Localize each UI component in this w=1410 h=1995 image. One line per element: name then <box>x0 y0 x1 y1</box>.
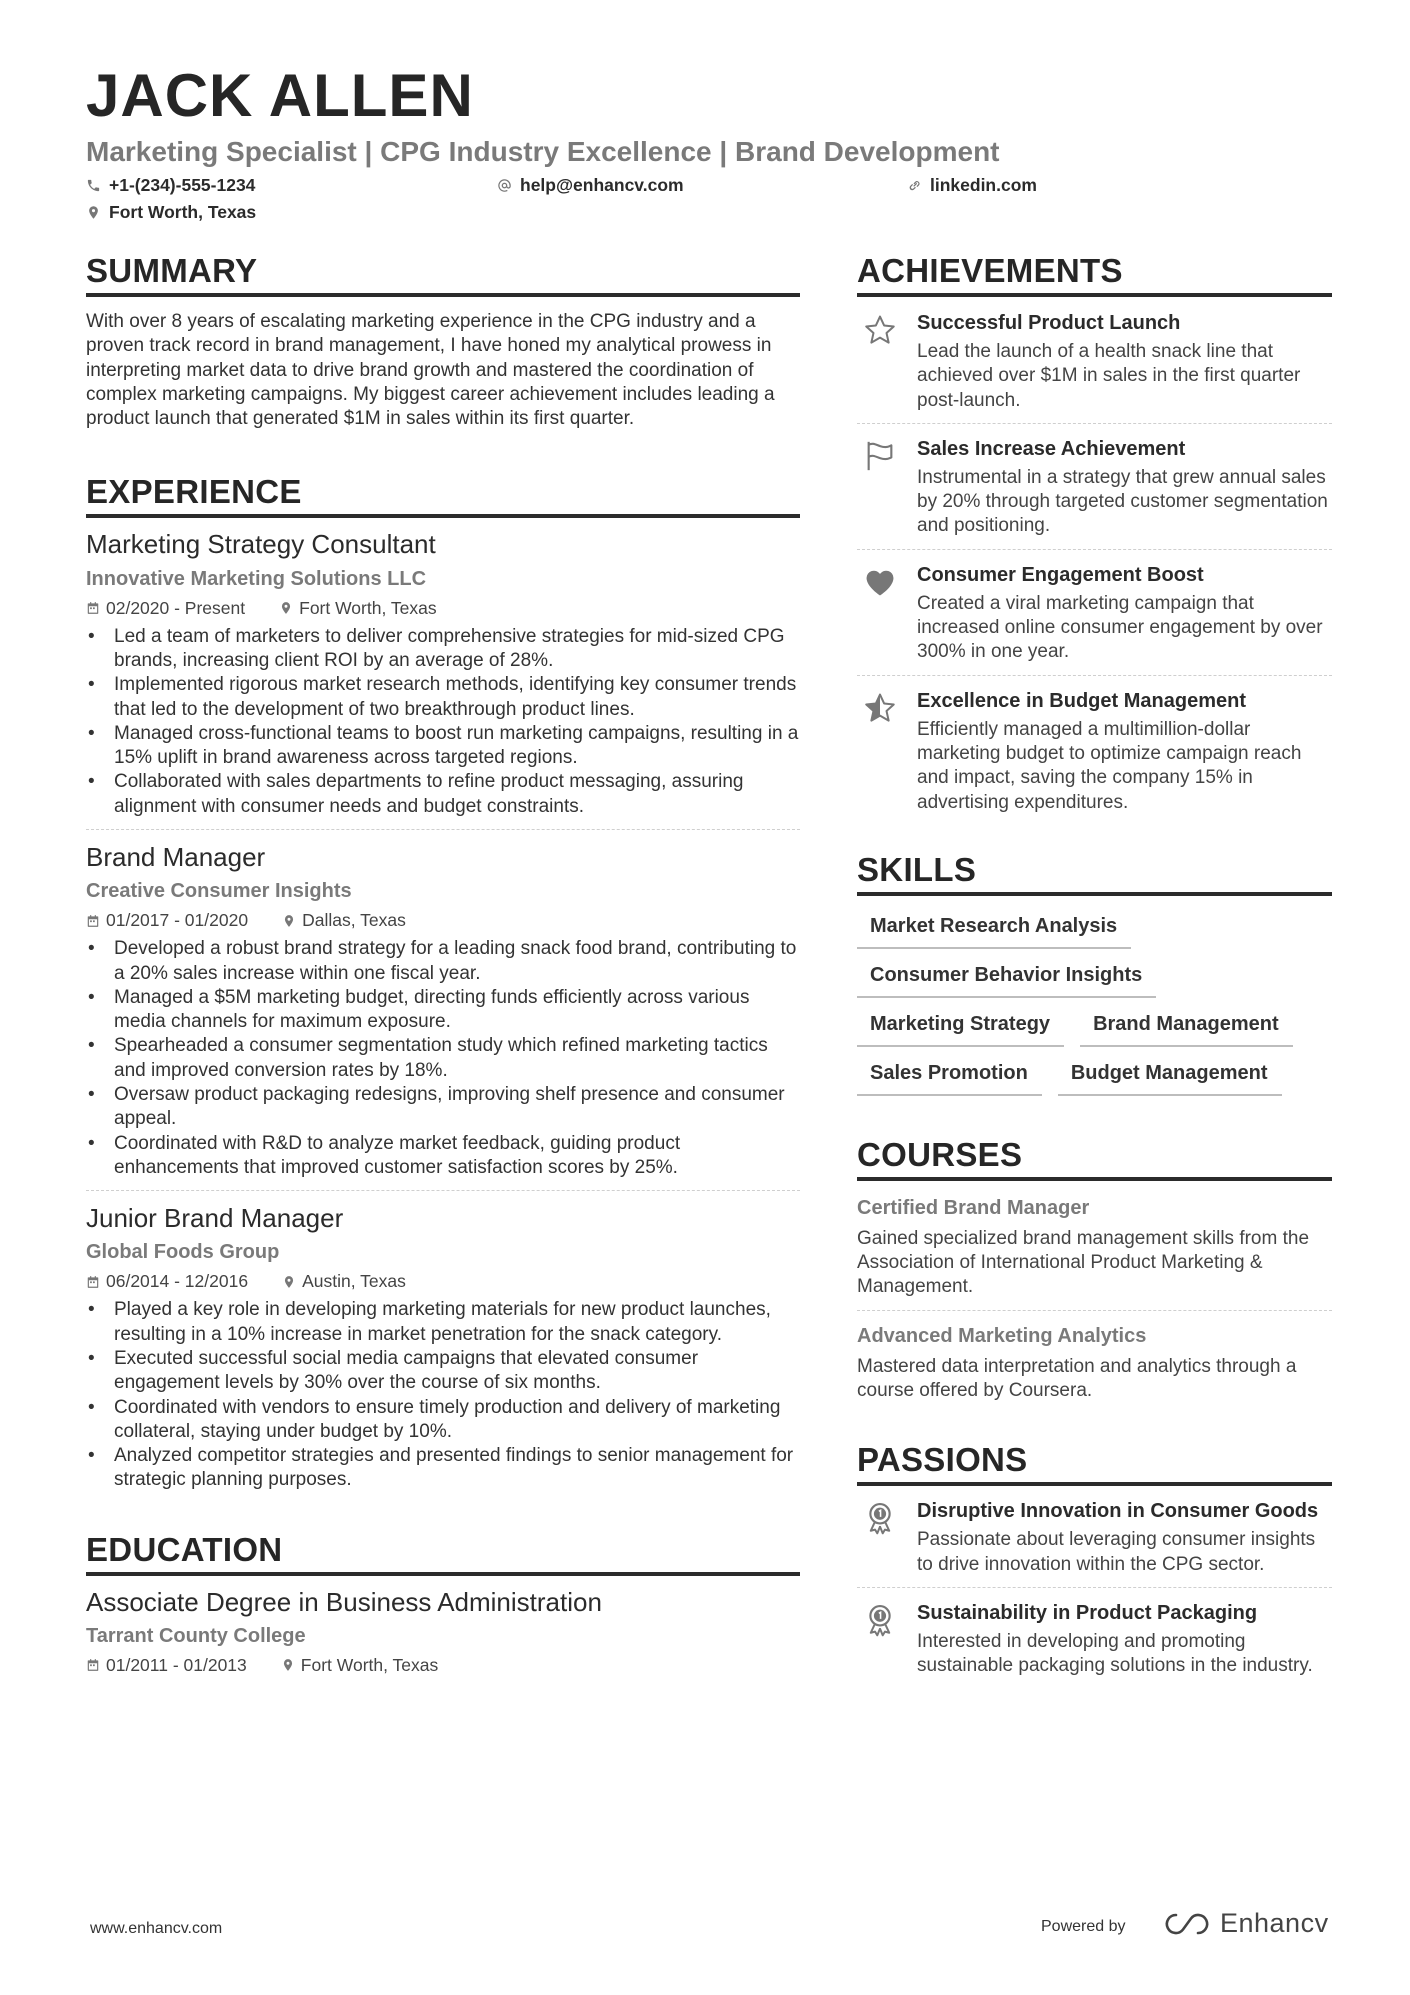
passion-title: Disruptive Innovation in Consumer Goods <box>917 1500 1319 1523</box>
company-name: Creative Consumer Insights <box>86 880 352 903</box>
phone-icon <box>86 178 101 193</box>
education-entry <box>86 1587 800 1676</box>
right-column <box>857 254 1332 1679</box>
job-bullets <box>86 937 800 1180</box>
skill-tag: Market Research Analysis <box>857 914 1131 949</box>
link-icon <box>907 178 922 193</box>
course-desc: Mastered data interpretation and analytics through a course offered by Coursera. <box>857 1355 1297 1402</box>
course-title: Certified Brand Manager <box>857 1196 1090 1219</box>
skill-tag: Budget Management <box>1058 1061 1282 1096</box>
courses-heading: COURSES <box>857 1138 1332 1181</box>
skills-heading: SKILLS <box>857 853 1332 896</box>
star-half-icon <box>863 691 897 725</box>
enhancv-logo-text: Enhancv <box>1220 1908 1329 1938</box>
contact-phone[interactable] <box>86 175 255 196</box>
achievement-title: Sales Increase Achievement <box>917 437 1186 460</box>
location-pin-icon <box>282 914 296 928</box>
experience-entry <box>86 529 800 819</box>
skill-tag: Sales Promotion <box>857 1061 1042 1096</box>
company-name: Global Foods Group <box>86 1241 280 1264</box>
star-outline-icon <box>863 313 897 347</box>
job-bullet: • Led a team of marketers to deliver comprehensive strategies for mid-sized CPG brands, increasing client ROI by an average of 28%. <box>86 625 800 674</box>
achievement-item <box>857 310 1332 413</box>
job-title: Junior Brand Manager <box>86 1203 344 1234</box>
skill-tag: Brand Management <box>1080 1012 1293 1047</box>
job-bullet: • Played a key role in developing marketing materials for new product launches, resulting in a 10% increase in market penetration for the snack category. <box>86 1298 800 1347</box>
location-pin-icon <box>282 1275 296 1289</box>
job-bullet: • Analyzed competitor strategies and presented findings to senior management for strategic planning purposes. <box>86 1444 800 1493</box>
course-title: Advanced Marketing Analytics <box>857 1324 1147 1347</box>
degree-title: Associate Degree in Business Administration <box>86 1586 602 1617</box>
job-bullet: • Spearheaded a consumer segmentation study which refined marketing tactics and improved conversion rates by 18%. <box>86 1034 800 1083</box>
achievement-desc: Created a viral marketing campaign that increased online consumer engagement by over 300% in one year. <box>917 592 1323 663</box>
location-pin-icon <box>86 205 101 220</box>
footer-website-link[interactable]: www.enhancv.com <box>90 1920 223 1937</box>
summary-heading: SUMMARY <box>86 254 800 297</box>
job-bullets <box>86 625 800 819</box>
achievements-heading: ACHIEVEMENTS <box>857 254 1332 297</box>
footer-powered-by: Powered by <box>1041 1918 1126 1935</box>
phone-text: +1-(234)-555-1234 <box>109 175 256 195</box>
job-dates: 06/2014 - 12/2016 <box>106 1271 249 1292</box>
skills-list <box>857 914 1332 1096</box>
achievement-item <box>857 688 1332 815</box>
location-text: Fort Worth, Texas <box>109 202 257 222</box>
divider <box>86 829 800 830</box>
job-bullet: • Managed a $5M marketing budget, directing funds efficiently across various media channels for maximum exposure. <box>86 986 800 1035</box>
enhancv-logo[interactable] <box>1162 1908 1329 1939</box>
school-name: Tarrant County College <box>86 1624 306 1647</box>
award-medal-icon <box>863 1501 897 1535</box>
job-location: Austin, Texas <box>302 1271 406 1292</box>
job-location: Dallas, Texas <box>302 910 406 931</box>
passions-heading: PASSIONS <box>857 1443 1332 1486</box>
job-bullet: • Implemented rigorous market research methods, identifying key consumer trends that led to the development of two breakthrough product lines. <box>86 673 800 722</box>
achievement-title: Successful Product Launch <box>917 312 1181 334</box>
passion-item <box>857 1498 1332 1577</box>
education-location: Fort Worth, Texas <box>300 1654 439 1675</box>
achievement-desc: Instrumental in a strategy that grew annual sales by 20% through targeted customer segmentation and positioning. <box>917 466 1328 537</box>
at-icon <box>497 178 512 193</box>
calendar-icon <box>86 1658 100 1672</box>
achievement-desc: Efficiently managed a multimillion-dollar marketing budget to optimize campaign reach and impact, saving the company 15% in advertising expenditures. <box>917 718 1302 813</box>
job-meta <box>86 1271 800 1292</box>
heart-icon <box>863 565 897 599</box>
education-dates: 01/2011 - 01/2013 <box>106 1654 247 1675</box>
candidate-tagline: Marketing Specialist | CPG Industry Excellence | Brand Development <box>86 136 1000 167</box>
achievement-item <box>857 562 1332 665</box>
achievement-title: Excellence in Budget Management <box>917 689 1246 712</box>
skill-tag: Marketing Strategy <box>857 1012 1064 1047</box>
candidate-name: JACK ALLEN <box>86 62 474 129</box>
flag-icon <box>863 439 897 473</box>
passion-title: Sustainability in Product Packaging <box>917 1601 1258 1624</box>
education-meta <box>86 1655 800 1676</box>
job-location: Fort Worth, Texas <box>299 597 437 618</box>
location-pin-icon <box>281 1658 295 1672</box>
passion-desc: Interested in developing and promoting sustainable packaging solutions in the industry. <box>917 1630 1313 1677</box>
course-item <box>857 1323 1332 1404</box>
divider <box>857 423 1332 424</box>
divider <box>857 549 1332 550</box>
left-column <box>86 254 800 1676</box>
passion-desc: Passionate about leveraging consumer insights to drive innovation within the CPG sector. <box>917 1529 1316 1575</box>
job-title: Brand Manager <box>86 842 266 873</box>
summary-text: With over 8 years of escalating marketing experience in the CPG industry and a proven track record in brand management, I have honed my analytical prowess in interpreting market data to drive brand growth and mastered the coordination of complex marketing campaigns. My biggest career achievement includes leading a product launch that generated $1M in sales within its first quarter. <box>86 311 775 430</box>
calendar-icon <box>86 601 100 615</box>
achievement-title: Consumer Engagement Boost <box>917 563 1204 586</box>
passion-item <box>857 1600 1332 1679</box>
job-title: Marketing Strategy Consultant <box>86 529 436 560</box>
award-medal-icon <box>863 1603 897 1637</box>
contact-location <box>86 202 256 223</box>
course-item <box>857 1195 1332 1300</box>
job-bullet: • Managed cross-functional teams to boost run marketing campaigns, resulting in a 15% uplift in brand awareness across targeted regions. <box>86 722 800 771</box>
job-bullet: • Collaborated with sales departments to refine product messaging, assuring alignment with consumer needs and budget constraints. <box>86 770 800 819</box>
contact-email[interactable] <box>497 175 684 196</box>
skill-tag: Consumer Behavior Insights <box>857 963 1156 998</box>
job-dates: 02/2020 - Present <box>106 597 246 618</box>
achievement-item <box>857 436 1332 539</box>
experience-entry <box>86 842 800 1180</box>
job-bullets <box>86 1298 800 1492</box>
divider <box>857 1310 1332 1311</box>
calendar-icon <box>86 914 100 928</box>
course-desc: Gained specialized brand management skills from the Association of International Product Marketing & Management. <box>857 1227 1310 1298</box>
education-heading: EDUCATION <box>86 1533 800 1576</box>
job-bullet: • Coordinated with R&D to analyze market feedback, guiding product enhancements that improved customer satisfaction scores by 25%. <box>86 1132 800 1181</box>
email-text: help@enhancv.com <box>520 175 684 195</box>
enhancv-logo-icon <box>1162 1911 1212 1937</box>
contact-linkedin[interactable] <box>907 175 1037 196</box>
company-name: Innovative Marketing Solutions LLC <box>86 567 427 590</box>
job-dates: 01/2017 - 01/2020 <box>106 910 249 931</box>
job-bullet: • Coordinated with vendors to ensure timely production and delivery of marketing collateral, staying under budget by 10%. <box>86 1396 800 1445</box>
calendar-icon <box>86 1275 100 1289</box>
job-meta <box>86 598 800 619</box>
job-bullet: • Oversaw product packaging redesigns, improving shelf presence and consumer appeal. <box>86 1083 800 1132</box>
experience-heading: EXPERIENCE <box>86 475 800 518</box>
divider <box>857 1587 1332 1588</box>
divider <box>86 1190 800 1191</box>
job-bullet: • Executed successful social media campaigns that elevated consumer engagement levels by 30% over the course of six months. <box>86 1347 800 1396</box>
job-meta <box>86 910 800 931</box>
job-bullet: • Developed a robust brand strategy for a leading snack food brand, contributing to a 20% sales increase within one fiscal year. <box>86 937 800 986</box>
location-pin-icon <box>279 601 293 615</box>
linkedin-text: linkedin.com <box>930 175 1037 195</box>
divider <box>857 675 1332 676</box>
achievement-desc: Lead the launch of a health snack line that achieved over $1M in sales in the first quarter post-launch. <box>917 341 1301 411</box>
experience-entry <box>86 1203 800 1493</box>
